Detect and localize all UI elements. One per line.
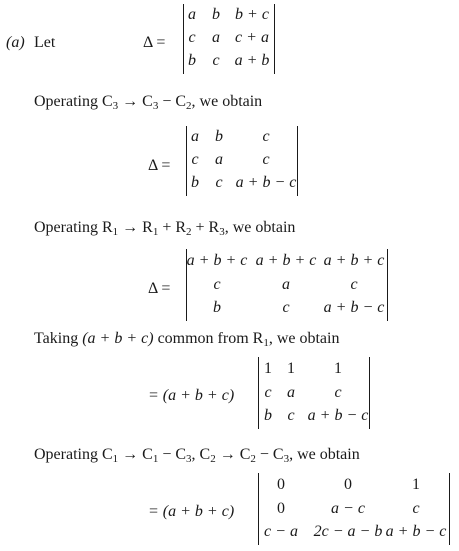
det3-cell: a + b − c <box>323 299 385 316</box>
step-1-text: Operating $C_3 \to C_3 - C_2$, we obtain <box>34 93 263 112</box>
det1-cell: b <box>188 52 196 69</box>
det2-cell: a <box>215 151 223 168</box>
det5-cell: 0 <box>277 500 285 517</box>
det3-cell: c <box>282 299 290 316</box>
det3-cell: c <box>350 276 358 293</box>
determinant-4 <box>258 357 370 429</box>
lhs-delta-1: Δ = <box>143 34 166 51</box>
determinant-1 <box>183 4 275 74</box>
det4-cell: c <box>264 384 272 401</box>
det1-cell: a + b <box>234 52 270 69</box>
det5-cell: a + b − c <box>385 523 447 540</box>
det5-cell: c − a <box>264 523 298 540</box>
determinant-3 <box>186 249 388 321</box>
step-2-text: Operating $R_1 \to R_1 + R_2 + R_3$, we obtain <box>34 219 296 238</box>
det1-cell: a <box>212 29 220 46</box>
det2-cell: a <box>191 128 199 145</box>
det4-cell: a <box>287 384 295 401</box>
det5-cell: 0 <box>277 476 285 493</box>
step-4-text: Operating $C_1 \to C_1 - C_3$, $C_2 \to C_2 - C_3$, we obtain <box>34 446 360 465</box>
det2-cell: b <box>215 128 223 145</box>
det5-cell: 1 <box>412 476 420 493</box>
det1-cell: b <box>212 6 220 23</box>
det1-cell: a <box>188 6 196 23</box>
det2-cell: b <box>191 174 199 191</box>
det1-cell: c <box>188 29 196 46</box>
det2-cell: c <box>262 151 270 168</box>
det2-cell: c <box>262 128 270 145</box>
step-3-text: Taking (a + b + c) common from $R_1$, we obtain <box>34 330 340 349</box>
det3-cell: b <box>213 299 221 316</box>
det3-cell: a + b + c <box>323 252 385 269</box>
lhs-delta-2: Δ = <box>148 157 171 174</box>
det4-cell: 1 <box>334 360 342 377</box>
det3-cell: a + b + c <box>186 252 248 269</box>
lhs-delta-3: Δ = <box>148 280 171 297</box>
det1-cell: c + a <box>235 29 269 46</box>
let-word: Let <box>34 34 56 51</box>
det1-cell: b + c <box>235 6 269 23</box>
det5-cell: 2c − a − b <box>313 523 383 540</box>
det4-cell: c <box>334 384 342 401</box>
det5-cell: c <box>412 500 420 517</box>
det1-cell: c <box>212 52 220 69</box>
det5-cell: a − c <box>331 500 365 517</box>
determinant-5 <box>258 473 450 545</box>
determinant-2 <box>186 126 298 196</box>
part-label: (a) <box>6 34 25 51</box>
det2-cell: a + b − c <box>235 174 297 191</box>
det4-cell: 1 <box>287 360 295 377</box>
det2-cell: c <box>191 151 199 168</box>
det3-cell: a + b + c <box>255 252 317 269</box>
det2-cell: c <box>215 174 223 191</box>
lhs-factor-2: = (a + b + c) <box>148 503 235 520</box>
det4-cell: a + b − c <box>307 407 369 424</box>
det4-cell: c <box>287 407 295 424</box>
det4-cell: b <box>264 407 272 424</box>
det5-cell: 0 <box>344 476 352 493</box>
det3-cell: c <box>213 276 221 293</box>
det4-cell: 1 <box>264 360 272 377</box>
lhs-factor-1: = (a + b + c) <box>148 387 235 404</box>
det3-cell: a <box>282 276 290 293</box>
